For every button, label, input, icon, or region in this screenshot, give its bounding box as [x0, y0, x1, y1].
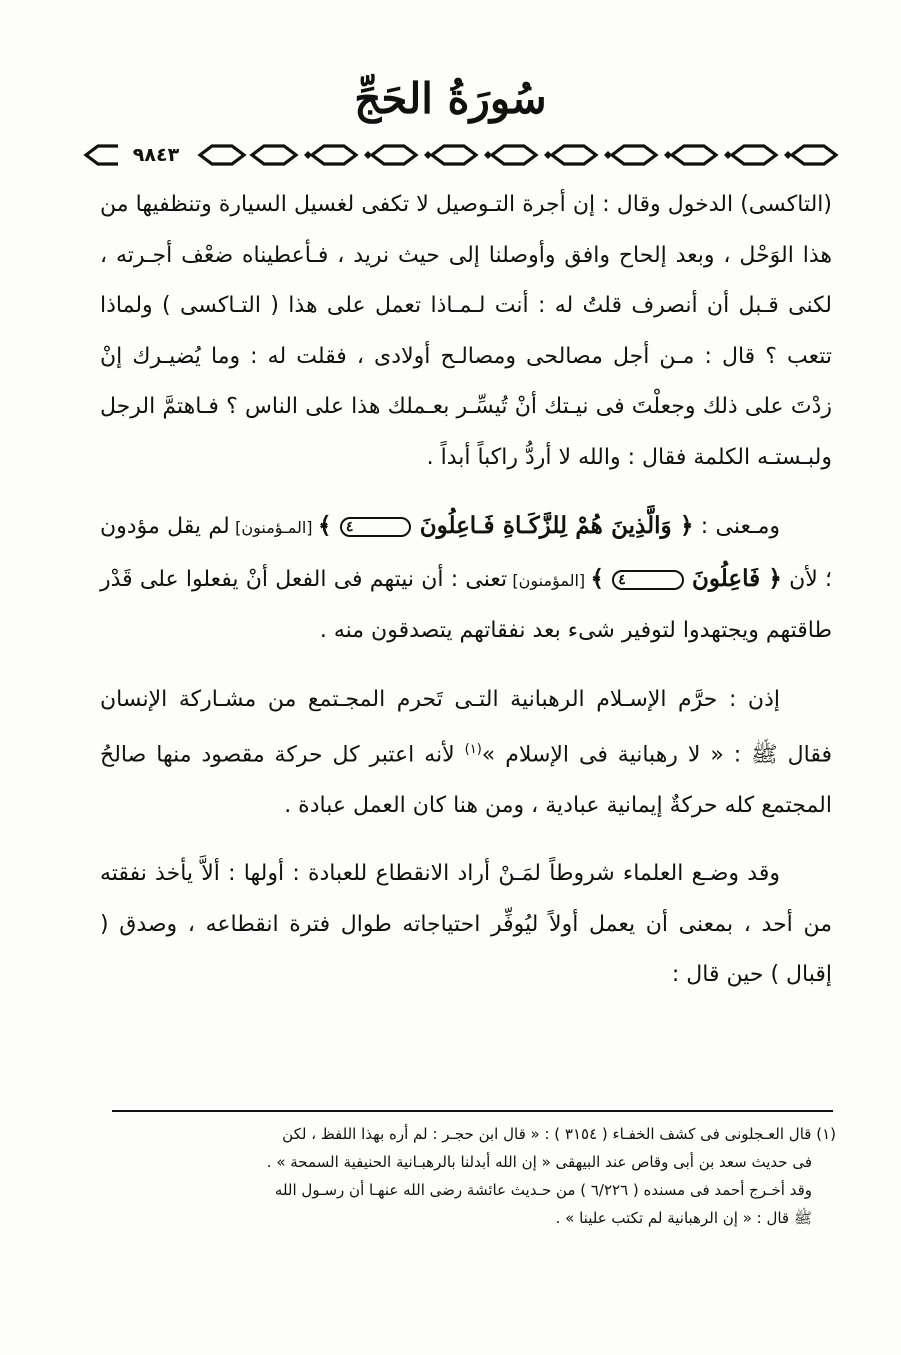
paragraph-gap: [100, 831, 832, 849]
paragraph-gap: [100, 483, 832, 501]
page-number: ٩٨٤٣: [118, 144, 194, 166]
verse-bracket: ﴾: [590, 564, 613, 592]
footnote-separator: [112, 1110, 833, 1112]
surah-reference: [المـؤمنون]: [229, 518, 318, 537]
ayah-number-marker: ٤: [340, 517, 412, 537]
paragraph-text: لأنه اعتبر كل حركة مقصود منها صالحُ المجتمع كله حركةٌ إيمانية عبادية ، ومن هنا كان العمل عبادة .: [100, 742, 832, 818]
surah-title: سُورَةُ الحَجِّ: [354, 74, 547, 123]
chain-ornament-divider: [80, 142, 850, 168]
quran-verse: [590, 565, 781, 592]
footnote-line: (١) قال العـجلونى فى كشف الخفـاء ( ٣١٥٤ ) : « قال ابن حجـر : لم أره بهذا اللفظ ، لكن: [282, 1125, 836, 1143]
main-text: [100, 180, 832, 1001]
footnote-line: فى حديث سعد بن أبى وقاص عند البيهقى « إن الله أبدلنا بالرهبـانية الحنيفية السمحة » .: [266, 1153, 812, 1171]
paragraph-text: إذن : حرَّم الإسـلام الرهبانية التـى تَحرم المجـتمع من مشـاركة الإنسان فقال ﷺ : « لا رهبانية فى الإسلام »: [100, 686, 832, 768]
quran-verse: [318, 512, 693, 539]
surah-reference: [المؤمنون]: [507, 570, 591, 590]
footnotes: [100, 1120, 836, 1232]
paragraph-gap: [100, 657, 832, 675]
paragraph-text: ومـعنى :: [693, 514, 780, 539]
paragraph-monasticism: [100, 675, 832, 832]
verse-text: ﴿ وَالَّذِينَ هُمْ لِلزَّكَـاةِ فَـاعِلُونَ: [411, 512, 694, 539]
paragraph-text: تعنى : أن نيتهم فى الفعل أنْ يفعلوا على قَدْر طاقتهم ويجتهدوا لتوفير شىء بعد نفقاتهم يتصدقون منه .: [100, 566, 832, 643]
paragraph-text: لم يقل مؤدون ؛ لأن: [100, 514, 833, 592]
ayah-number-marker: ٤: [612, 570, 684, 590]
verse-text: ﴿ فَاعِلُونَ: [683, 564, 782, 592]
footnote-marker[interactable]: (١): [464, 742, 482, 757]
paragraph-taxi-story: (التاكسى) الدخول وقال : إن أجرة التـوصيل لا تكفى لغسيل السيارة وتنظفيها من هذا الوَحْل ، وبعد إلحاح وافق وأوصلنا إلى حيث نريد ، فـأعطيناه ضعْف أجـرته ، لكنى قـبل أن أنصرف قلتُ له : أنت لـمـاذا تعمل على هذا ( التـاكسى ) ولماذا تتعب ؟ قال : مـن أجل مصالحى ومصالـح أولادى ، فقلت له : وما يُضيـرك إنْ زدْتَ على ذلك وجعلْتَ فى نيـتك أنْ تُيسِّـر بعـملك هذا على الناس ؟ فـاهتمَّ الرجل ولبـستـه الكلمة فقال : والله لا أردُّ راكباً أبداً .: [100, 192, 832, 470]
footnote-line: ﷺ قال : « إن الرهبانية لم تكتب علينا » .: [555, 1209, 812, 1227]
paragraph-conditions: وقد وضـع العلماء شروطاً لمَـنْ أراد الانقطاع للعبادة : أولها : ألاَّ يأخذ نفقته من أحد ، بمعنى أن يعمل أولاً ليُوفِّر احتياجاته طوال فترة انقطاعه ، وصدق ( إقبال ) حين قال :: [100, 861, 832, 988]
footnote-line: وقد أخـرج أحمد فى مسنده ( ٦/٢٢٦ ) من حـديث عائشة رضى الله عنهـا أن رسـول الله: [274, 1181, 812, 1199]
paragraph-faailoon: [100, 501, 832, 657]
verse-bracket: ﴾: [317, 512, 340, 539]
